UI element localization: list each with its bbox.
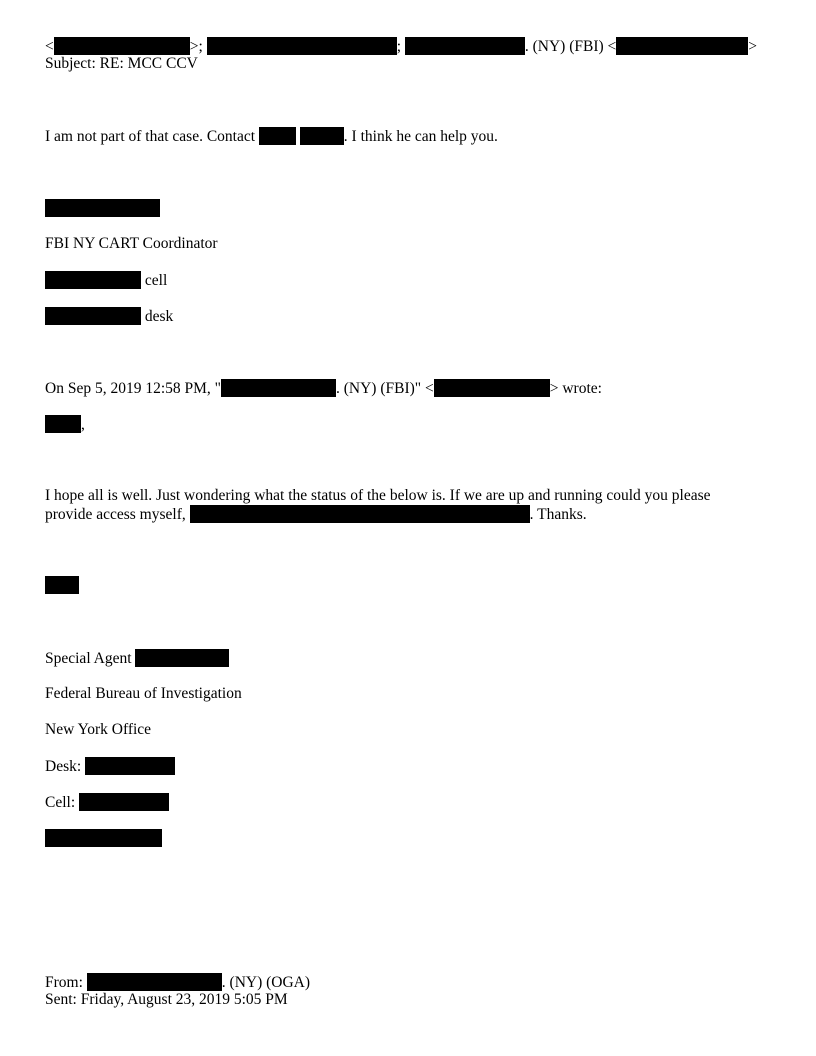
- recipients-sep: ;: [396, 38, 401, 55]
- redaction: [79, 793, 169, 811]
- quote-body-line2: provide access myself, . Thanks.: [45, 506, 587, 523]
- quote-body-line1: I hope all is well. Just wondering what the status of the below is. If we are up and running could you please: [45, 487, 711, 504]
- redaction: [259, 127, 296, 145]
- recipients-open: <: [45, 38, 54, 55]
- quote-sig-org: Federal Bureau of Investigation: [45, 685, 242, 702]
- recipients-close: >: [748, 38, 758, 55]
- quote-attribution: On Sep 5, 2019 12:58 PM, " . (NY) (FBI)" < > wrote:: [45, 380, 602, 397]
- redaction: [85, 757, 175, 775]
- redaction: [45, 829, 162, 847]
- quote-sig-office: New York Office: [45, 721, 152, 738]
- redaction: [45, 307, 141, 325]
- redaction: [405, 37, 525, 55]
- subject-line: Subject: RE: MCC CCV: [45, 55, 198, 72]
- signature-desk: desk: [45, 307, 173, 326]
- quote-sig-cell: Cell:: [45, 793, 169, 812]
- redaction: [135, 649, 229, 667]
- forward-from: From: . (NY) (OGA): [45, 974, 311, 991]
- redaction: [434, 379, 550, 397]
- recipients-line: [45, 37, 757, 56]
- quote-sender-initials: [45, 576, 79, 595]
- redaction: [616, 37, 748, 55]
- redaction: [190, 505, 530, 523]
- recipients-sep: >;: [189, 38, 203, 55]
- redaction: [45, 576, 79, 594]
- signature-title: FBI NY CART Coordinator: [45, 235, 218, 252]
- quote-sig-extra: [45, 829, 162, 848]
- quote-sig-title: Special Agent: [45, 649, 229, 668]
- quote-greeting: ,: [45, 415, 85, 434]
- reply-body: I am not part of that case. Contact . I think he can help you.: [45, 128, 498, 145]
- redaction: [45, 271, 141, 289]
- signature-cell: cell: [45, 271, 167, 290]
- recipients-suffix: . (NY) (FBI) <: [524, 38, 617, 55]
- redaction: [207, 37, 397, 55]
- redaction: [45, 415, 81, 433]
- forward-sent: Sent: Friday, August 23, 2019 5:05 PM: [45, 991, 288, 1008]
- redaction: [87, 973, 222, 991]
- redaction: [221, 379, 336, 397]
- redaction: [54, 37, 190, 55]
- quote-sig-desk: Desk:: [45, 757, 175, 776]
- redaction: [300, 127, 344, 145]
- redaction: [45, 199, 160, 217]
- signature-name: [45, 199, 160, 218]
